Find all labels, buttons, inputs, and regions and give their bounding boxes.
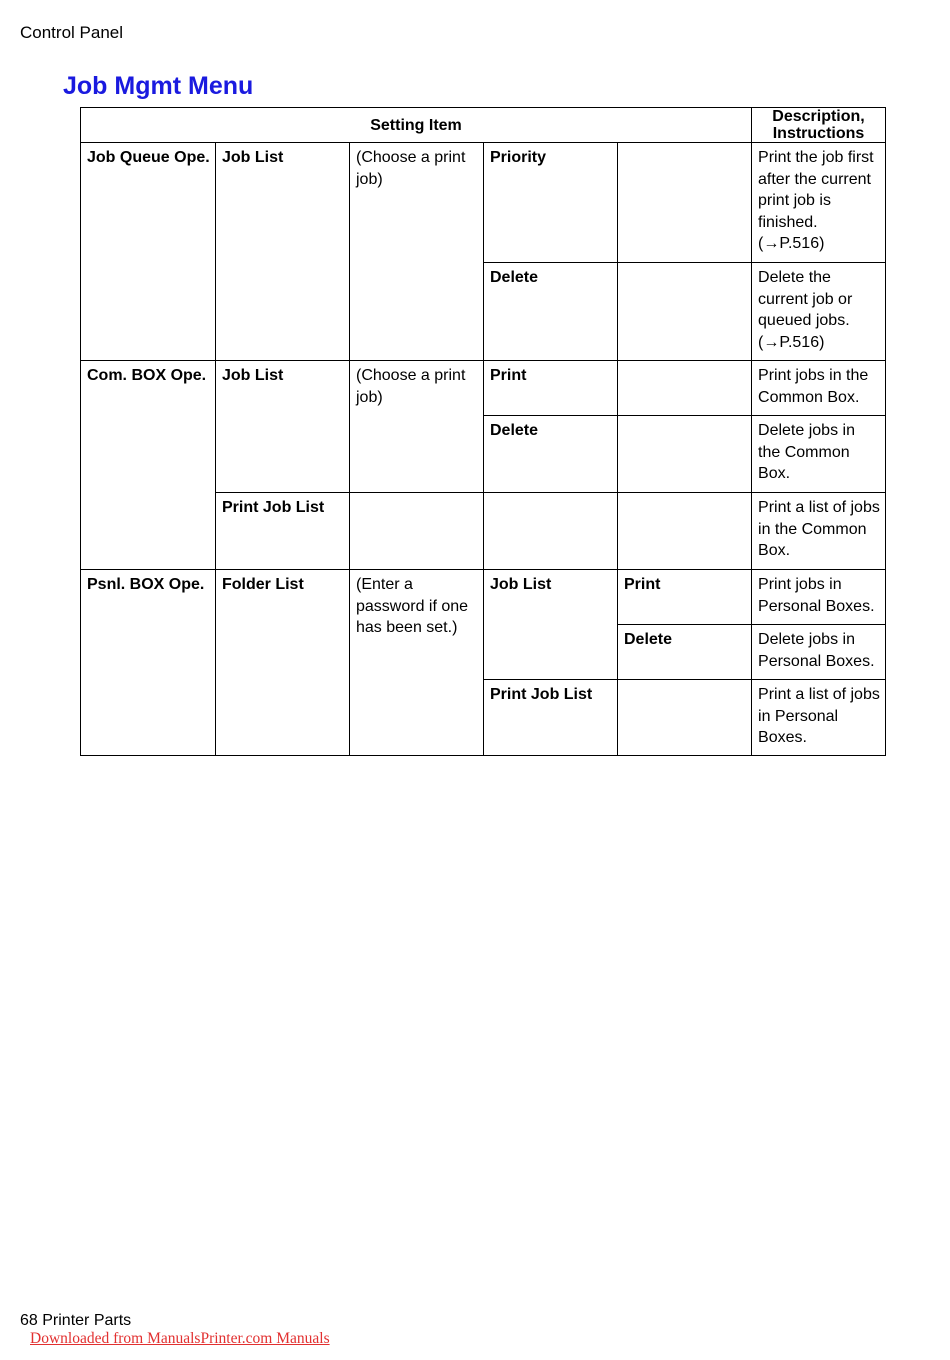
- table-header-row: [81, 108, 886, 143]
- description-cell: Print jobs in the Common Box.: [752, 361, 886, 416]
- empty-cell: [618, 361, 752, 416]
- empty-cell: [618, 143, 752, 263]
- group-cell-personal-box: Psnl. BOX Ope.: [81, 570, 216, 756]
- description-cell: Delete jobs in Personal Boxes.: [752, 625, 886, 680]
- description-cell: Delete the current job or queued jobs. (→P.516): [752, 263, 886, 361]
- description-header: Description, Instructions: [752, 108, 886, 143]
- action-cell-delete: Delete: [484, 263, 618, 361]
- item-cell-print-job-list: Print Job List: [216, 493, 350, 570]
- table-row: [81, 143, 886, 263]
- action-cell-print: Print: [618, 570, 752, 625]
- job-mgmt-menu-table: [80, 107, 886, 756]
- table-row: [81, 361, 886, 416]
- choice-cell: (Choose a print job): [350, 361, 484, 493]
- description-cell: Print the job first after the current print job is finished. (→P.516): [752, 143, 886, 263]
- empty-cell: [618, 263, 752, 361]
- setting-item-header: Setting Item: [81, 108, 752, 143]
- download-watermark-link[interactable]: Downloaded from ManualsPrinter.com Manuals: [30, 1330, 330, 1347]
- empty-cell: [618, 493, 752, 570]
- running-header: Control Panel: [20, 23, 124, 42]
- page-title: Job Mgmt Menu: [63, 72, 254, 100]
- action-cell-priority: Priority: [484, 143, 618, 263]
- item-cell-print-job-list: Print Job List: [484, 680, 618, 756]
- action-cell-print: Print: [484, 361, 618, 416]
- action-cell-delete: Delete: [618, 625, 752, 680]
- item-cell-folder-list: Folder List: [216, 570, 350, 756]
- page-footer: 68 Printer Parts: [20, 1312, 132, 1329]
- description-cell: Print a list of jobs in Personal Boxes.: [752, 680, 886, 756]
- description-cell: Print jobs in Personal Boxes.: [752, 570, 886, 625]
- empty-cell: [350, 493, 484, 570]
- empty-cell: [618, 416, 752, 493]
- description-cell: Print a list of jobs in the Common Box.: [752, 493, 886, 570]
- choice-cell: (Choose a print job): [350, 143, 484, 361]
- group-cell-common-box: Com. BOX Ope.: [81, 361, 216, 570]
- choice-cell: (Enter a password if one has been set.): [350, 570, 484, 756]
- item-cell-job-list: Job List: [216, 361, 350, 493]
- group-cell-job-queue: Job Queue Ope.: [81, 143, 216, 361]
- item-cell-job-list: Job List: [216, 143, 350, 361]
- sub-item-cell-job-list: Job List: [484, 570, 618, 680]
- description-cell: Delete jobs in the Common Box.: [752, 416, 886, 493]
- empty-cell: [618, 680, 752, 756]
- empty-cell: [484, 493, 618, 570]
- action-cell-delete: Delete: [484, 416, 618, 493]
- table-row: [81, 570, 886, 625]
